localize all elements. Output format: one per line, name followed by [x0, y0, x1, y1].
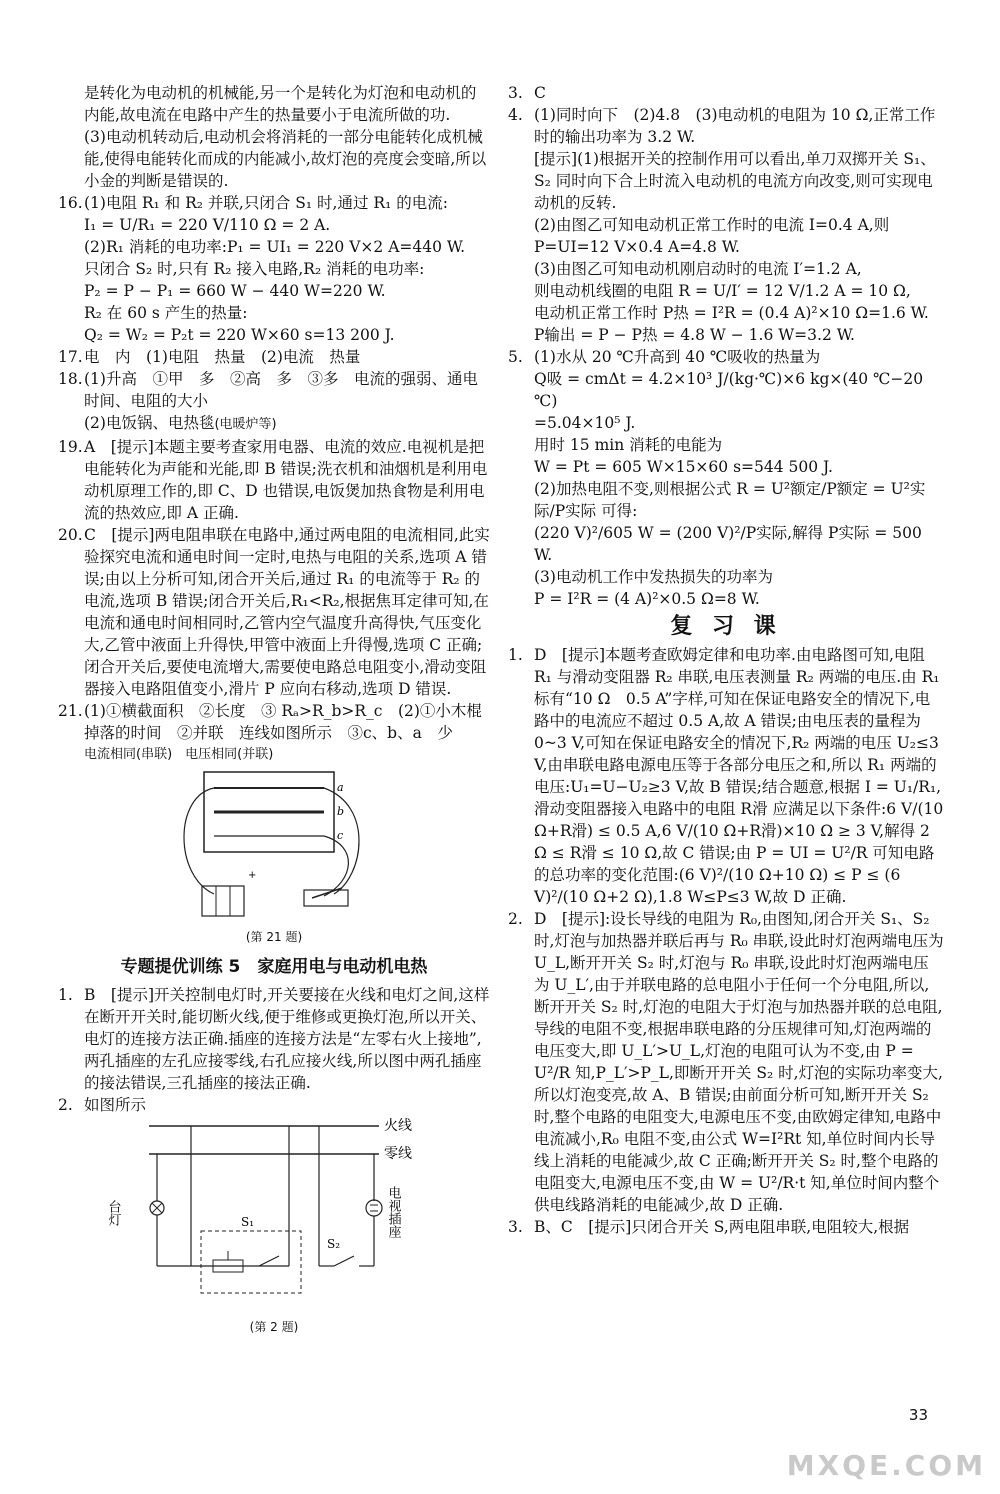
answer-text: D [提示]本题考查欧姆定律和电功率.由电路图可知,电阻 R₁ 与滑动变阻器 R₂ 串联,电压表测量 R₂ 两端的电压.由 R₁ 标有“10 Ω 0.5 A”字样,可知在保证电路安全的情况下,电路中的电流应不超过 0.5 A,故 A 错误;由电压表的量程为 0~3 V,可知在保证电路安全的情况下,R₂ 两端的电压 U₂≤3 V,由串联电路电源电压等于各部分电压之和,所以 R₁ 两端的电压:U₁=U−U₂≥3 V,故 B 错误;结合题意,根据 I = U₁/R₁,滑动变阻器接入电路中的电阻 R滑 应满足以下条件:6 V/(10 Ω+R滑) ≤ 0.5 A,6 V/(10 Ω+R滑)×10 Ω ≥ 3 V,解得 2 Ω ≤ R滑 ≤ 10 Ω,故 C 错误;由 P = UI = U²/R 可知电路的总功率的变化范围:(6 V)²/(10 Ω+10 Ω) ≤ P ≤ (6 V)²/(10 Ω+2 Ω),1.8 W≤P≤3 W,故 D 正确. — [534, 646, 944, 906]
figure-caption: (第 21 题) — [245, 930, 303, 944]
question-number: 17. — [58, 348, 83, 366]
q16-line: 只闭合 S₂ 时,只有 R₂ 接入电路,R₂ 消耗的电功率: — [84, 260, 425, 278]
question-20 — [58, 524, 490, 700]
answer-text: (2)电饭锅、电热毯 — [84, 414, 215, 432]
switch-s2 — [334, 1256, 354, 1266]
lead-wire — [184, 788, 214, 894]
formula: W = Pt = 605 W×15×60 s=544 500 J. — [534, 458, 833, 476]
question-3 — [508, 82, 944, 104]
answer-text: D [提示]:设长导线的电阻为 R₀,由图知,闭合开关 S₁、S₂ 时,灯泡与加热器并联后再与 R₀ 串联,设此时灯泡两端电压为 U_L,断开开关 S₂ 时,灯泡与 R₀ 串联,设此时灯泡两端电压为 U_L′,由于并联电路的总电阻小于任何一个分电阻,所以,断开开关 S₂ 时,灯泡的电阻大于灯泡与加热器并联的总电阻,导线的电阻不变,根据串联电路的分压规律可知,灯泡两端的电压变大,即 U_L′>U_L,灯泡的电阻可认为不变,由 P = U²/R 知,P_L′>P_L,即断开开关 S₂ 时,灯泡的实际功率变大,所以灯泡变亮,故 A、B 错误;由前面分析可知,断开开关 S₂ 时,整个电路的电阻变大,电源电压不变,由欧姆定律知,电路中电流减小,R₀ 电阻不变,由公式 W=I²Rt 知,单位时间内长导线上消耗的电能减少,故 C 正确;断开开关 S₂ 时,整个电路的电阻变大,电源电压不变,由 W = U²/R·t 知,单位时间内整个供电线路消耗的电能减少,故 D 正确. — [534, 910, 944, 1214]
answer-text: B、C [提示]只闭合开关 S,两电阻串联,电阻较大,根据 — [534, 1218, 910, 1236]
formula: =5.04×10⁵ J. — [534, 414, 636, 432]
answer-text: C [提示]两电阻串联在电路中,通过两电阻的电流相同,此实验探究电流和通电时间一定时,电热与电阻的关系,选项 A 错误;由以上分析可知,闭合开关后,通过 R₁ 的电流等于 R₂ 的电流,选项 B 错误;闭合开关后,R₁<R₂,根据焦耳定律可知,在电流和通电时间相同时,乙管内空气温度升高得快,气压变化大,乙管中液面上升得快,甲管中液面上升得慢,选项 C 正确;闭合开关后,要使电流增大,需要使电路总电阻变小,滑动变阻器接入电路阻值变小,滑片 P 应向右移动,选项 D 错误. — [84, 526, 490, 698]
answer-text: 如图所示 — [84, 1096, 147, 1114]
neutral-label: 零线 — [384, 1146, 412, 1162]
left-column — [58, 82, 490, 1338]
question-number: 4. — [508, 106, 523, 124]
question-18 — [58, 368, 490, 436]
right-column — [508, 82, 944, 1238]
intro-para-1: 是转化为电动机的机械能,另一个是转化为灯泡和电动机的内能,故电流在电路中产生的热量要小于电流所做的功. — [84, 84, 477, 124]
figure-2-circuit — [105, 1116, 439, 1316]
dashed-box — [201, 1231, 301, 1293]
switch-box — [304, 890, 348, 906]
question-number: 5. — [508, 348, 523, 366]
label-c: c — [337, 829, 344, 842]
answer-text: C — [534, 84, 546, 102]
answer-text: (2)加热电阻不变,则根据公式 R = U²额定/P额定 = U²实际/P实际 可得: — [534, 480, 926, 520]
question-number: 19. — [58, 438, 83, 456]
label-a: a — [337, 781, 344, 794]
lamp-label: 台灯 — [105, 1200, 121, 1226]
switch-s1 — [259, 1256, 279, 1266]
question-21 — [58, 700, 490, 766]
hint-text: [提示](1)根据开关的控制作用可以看出,单刀双掷开关 S₁、S₂ 同时向下合上时流入电动机的电流方向改变,则可实现电动机的反转. — [534, 150, 936, 212]
lead-wire — [324, 836, 348, 896]
answer-text: (3)电动机工作中发热损失的功率为 — [534, 568, 773, 586]
review-question-3 — [508, 1216, 944, 1238]
question-number: 2. — [508, 910, 523, 928]
topic-question-1 — [58, 984, 490, 1094]
q16-line: (2)R₁ 消耗的电功率:P₁ = UI₁ = 220 V×2 A=440 W. — [84, 238, 466, 256]
q16-line: R₂ 在 60 s 产生的热量: — [84, 304, 248, 322]
question-17 — [58, 346, 490, 368]
formula: (220 V)²/605 W = (200 V)²/P实际,解得 P实际 = 500 W. — [534, 524, 922, 564]
intro-para-2: (3)电动机转动后,电动机会将消耗的一部分电能转化成机械能,使得电能转化而成的内能减小,故灯泡的亮度会变暗,所以小金的判断是错误的. — [84, 128, 487, 190]
review-title: 复 习 课 — [670, 614, 782, 639]
answer-text: (1)水从 20 ℃升高到 40 ℃吸收的热量为 — [534, 348, 821, 366]
q16-formula: P₂ = P − P₁ = 660 W − 440 W=220 W. — [84, 282, 386, 300]
review-question-2 — [508, 908, 944, 1216]
q16-formula: I₁ = U/R₁ = 220 V/110 Ω = 2 A. — [84, 216, 331, 234]
question-number: 3. — [508, 1218, 523, 1236]
socket-label: 电视插座 — [385, 1186, 401, 1238]
answer-text: (1)①横截面积 ②长度 ③ Rₐ>R_b>R_c (2)①小木棍掉落的时间 ②并联 连线如图所示 ③c、b、a 少 — [84, 702, 482, 742]
formula: P输出 = P − P热 = 4.8 W − 1.6 W=3.2 W. — [534, 326, 855, 344]
switch-s1-label: S₁ — [241, 1215, 255, 1229]
answer-text: (1)同时向下 (2)4.8 (3)电动机的电阻为 10 Ω,正常工作时的输出功率为 3.2 W. — [534, 106, 936, 146]
figure-21-circuit — [164, 766, 384, 926]
question-4 — [508, 104, 944, 346]
switch-s2-label: S₂ — [327, 1237, 341, 1251]
question-number: 18. — [58, 370, 83, 388]
handwritten-note: (电暖炉等) — [214, 417, 277, 432]
label-b: b — [337, 805, 345, 818]
formula: 则电动机线圈的电阻 R = U/I′ = 12 V/1.2 A = 10 Ω, — [534, 282, 911, 300]
answer-text: (1)升高 ①甲 多 ②高 多 ③多 电流的强弱、通电时间、电阻的大小 — [84, 370, 478, 410]
live-label: 火线 — [384, 1118, 412, 1134]
question-number: 20. — [58, 526, 83, 544]
formula: Q吸 = cmΔt = 4.2×10³ J/(kg·℃)×6 kg×(40 ℃−20 ℃) — [534, 370, 924, 410]
q16-line: (1)电阻 R₁ 和 R₂ 并联,只闭合 S₁ 时,通过 R₁ 的电流: — [84, 194, 448, 212]
question-number: 1. — [508, 646, 523, 664]
answer-text: B [提示]开关控制电灯时,开关要接在火线和电灯之间,这样在断开开关时,能切断火线,便于维修或更换灯泡,所以开关、电灯的连接方法正确.插座的连接方法是“左零右火上接地”,两孔插座的左孔应接零线,右孔应接火线,所以图中两孔插座的接法错误,三孔插座的接法正确. — [84, 986, 490, 1092]
question-number: 16. — [58, 194, 83, 212]
page-number: 33 — [908, 1406, 928, 1424]
q16-formula: Q₂ = W₂ = P₂t = 220 W×60 s=13 200 J. — [84, 326, 395, 344]
plus-sign: + — [248, 870, 257, 881]
question-number: 2. — [58, 1096, 73, 1114]
question-19 — [58, 436, 490, 524]
question-5 — [508, 346, 944, 610]
question-number: 3. — [508, 84, 523, 102]
question-number: 21. — [58, 702, 83, 720]
formula: 电动机正常工作时 P热 = I²R = (0.4 A)²×10 Ω=1.6 W. — [534, 304, 929, 322]
answer-text: A [提示]本题主要考查家用电器、电流的效应.电视机是把电能转化为声能和光能,即 B 错误;洗衣机和油烟机是利用电动机原理工作的,即 C、D 也错误,电饭煲加热食物是利用电流的热效应,即 A 正确. — [84, 438, 488, 522]
handwritten-note: 电流相同(串联) 电压相同(并联) — [84, 747, 274, 762]
hint-text: (3)由图乙可知电动机刚启动时的电流 I′=1.2 A, — [534, 260, 862, 278]
hint-text: (2)由图乙可知电动机正常工作时的电流 I=0.4 A,则 P=UI=12 V×0.4 A=4.8 W. — [534, 216, 890, 256]
answer-text: 电 内 (1)电阻 热量 (2)电流 热量 — [84, 348, 361, 366]
question-number: 1. — [58, 986, 73, 1004]
question-16 — [58, 192, 490, 346]
topic-question-2 — [58, 1094, 490, 1116]
section-title: 专题提优训练 5 家庭用电与电动机电热 — [120, 957, 428, 977]
watermark: MXQE.COM — [786, 1449, 986, 1482]
review-question-1 — [508, 644, 944, 908]
formula: P = I²R = (4 A)²×0.5 Ω=8 W. — [534, 590, 760, 608]
figure-caption: (第 2 题) — [249, 1320, 299, 1334]
socket-icon — [366, 1200, 382, 1216]
answer-text: 用时 15 min 消耗的电能为 — [534, 436, 723, 454]
